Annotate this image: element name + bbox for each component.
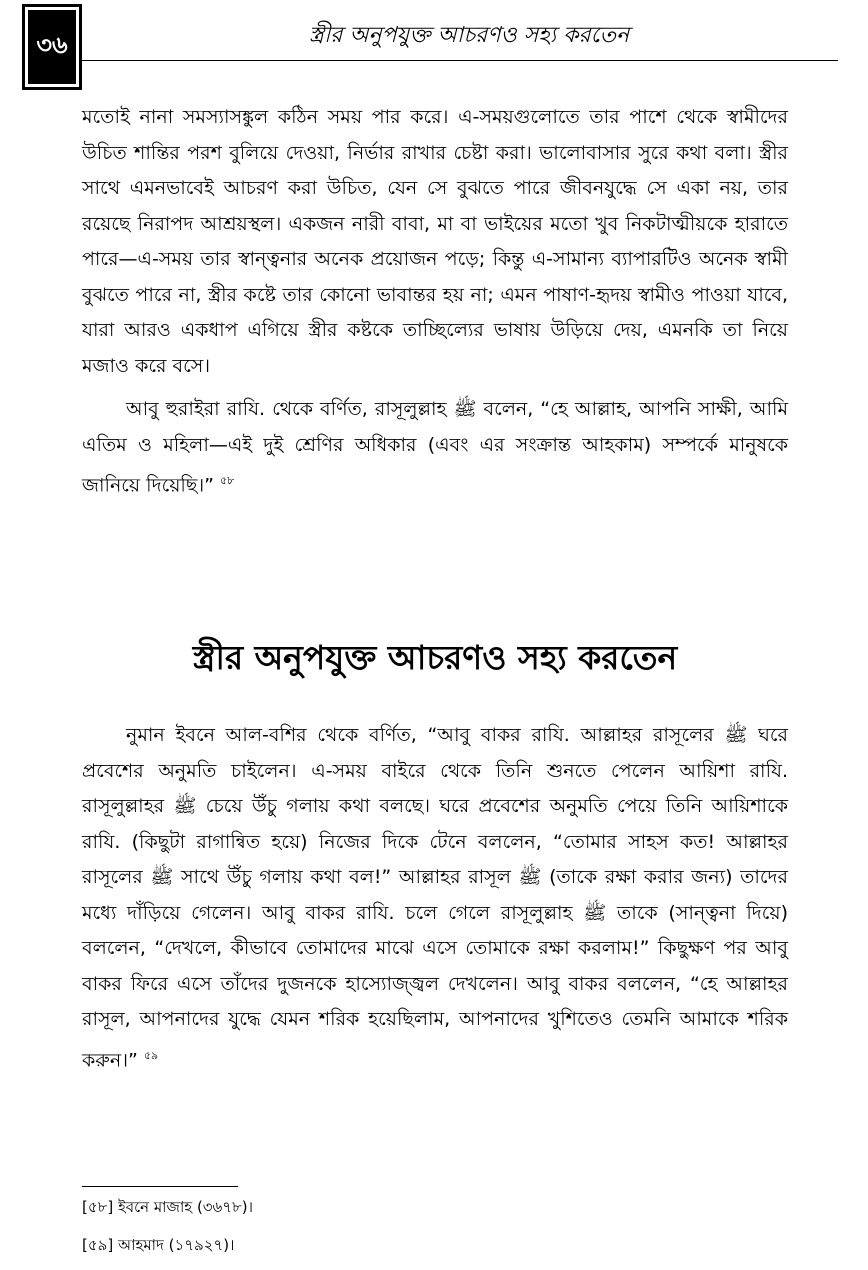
footnote-item	[82, 1196, 253, 1221]
page-number: ৩৬	[28, 10, 76, 84]
footnote-rule	[82, 1186, 238, 1187]
section-two-body	[82, 718, 788, 1078]
footnote-marker: [৫৯]	[82, 1236, 114, 1254]
header-rule	[82, 60, 838, 61]
section-one-body	[82, 100, 788, 504]
paragraph-text: নুমান ইবনে আল-বশির থেকে বর্ণিত, “আবু বাকর রাযি. আল্লাহর রাসূলের ﷺ ঘরে প্রবেশের অনুমতি চাইলেন। এ-সময় বাইরে থেকে তিনি শুনতে পেলেন আয়িশা রাযি. রাসূলুল্লাহর ﷺ চেয়ে উঁচু গলায় কথা বলছে। ঘরে প্রবেশের অনুমতি পেয়ে তিনি আয়িশাকে রাযি. (কিছুটা রাগান্বিত হয়ে) নিজের দিকে টেনে বললেন, “তোমার সাহস কত! আল্লাহর রাসূলের ﷺ সাথে উঁচু গলায় কথা বল!” আল্লাহর রাসূল ﷺ (তাকে রক্ষা করার জন্য) তাদের মধ্যে দাঁড়িয়ে গেলেন। আবু বাকর রাযি. চলে গেলে রাসূলুল্লাহ ﷺ তাকে (সান্ত্বনা দিয়ে) বললেন, “দেখলে, কীভাবে তোমাদের মাঝে এসে তোমাকে রক্ষা করলাম!” কিছুক্ষণ পর আবু বাকর ফিরে এসে তাঁদের দুজনকে হাস্যোজ্জ্বল দেখলেন। আবু বাকর বললেন, “হে আল্লাহর রাসূল, আপনাদের যুদ্ধে যেমন শরিক হয়েছিলাম, আপনাদের খুশিতেও তেমনি আমাকে শরিক করুন।”	[82, 724, 788, 1071]
footnote-item	[82, 1234, 234, 1259]
footnote-marker: [৫৮]	[82, 1198, 114, 1216]
section-heading: স্ত্রীর অনুপযুক্ত আচরণও সহ্য করতেন	[192, 638, 678, 677]
paragraph-with-footnote	[82, 392, 788, 504]
footnote-text: আহমাদ (১৭৯২৭)।	[117, 1236, 235, 1254]
footnote-reference[interactable]: ৫৯	[143, 1048, 159, 1062]
running-header: স্ত্রীর অনুপযুক্ত আচরণও সহ্য করতেন	[308, 23, 630, 48]
footnote-text: ইবনে মাজাহ (৩৬৭৮)।	[117, 1198, 254, 1216]
footnote-reference[interactable]: ৫৮	[219, 474, 235, 487]
paragraph: মতোই নানা সমস্যাসঙ্কুল কঠিন সময় পার করে। এ-সময়গুলোতে তার পাশে থেকে স্বামীদের উচিত শান্তির পরশ বুলিয়ে দেওয়া, নির্ভার রাখার চেষ্টা করা। ভালোবাসার সুরে কথা বলা। স্ত্রীর সাথে এমনভাবেই আচরণ করা উচিত, যেন সে বুঝতে পারে জীবনযুদ্ধে সে একা নয়, তার রয়েছে নিরাপদ আশ্রয়স্থল। একজন নারী বাবা, মা বা ভাইয়ের মতো খুব নিকটাত্মীয়কে হারাতে পারে—এ-সময় তার স্বান্ত্বনার অনেক প্রয়োজন পড়ে; কিন্তু এ-সামান্য ব্যাপারটিও অনেক স্বামী বুঝতে পারে না, স্ত্রীর কষ্টে তার কোনো ভাবান্তর হয় না; এমন পাষাণ-হৃদয় স্বামীও পাওয়া যাবে, যারা আরও একধাপ এগিয়ে স্ত্রীর কষ্টকে তাচ্ছিল্যের ভাষায় উড়িয়ে দেয়, এমনকি তা নিয়ে মজাও করে বসে।	[82, 106, 788, 377]
paragraph-text: আবু হুরাইরা রাযি. থেকে বর্ণিত, রাসূলুল্লাহ ﷺ বলেন, “হে আল্লাহ, আপনি সাক্ষী, আমি এতিম ও মহিলা—এই দুই শ্রেণির অধিকার (এবং এর সংক্রান্ত আহকাম) সম্পর্কে মানুষকে জানিয়ে দিয়েছি।”	[82, 398, 789, 497]
page-number-box	[22, 4, 82, 90]
paragraph-with-footnote	[82, 718, 788, 1078]
